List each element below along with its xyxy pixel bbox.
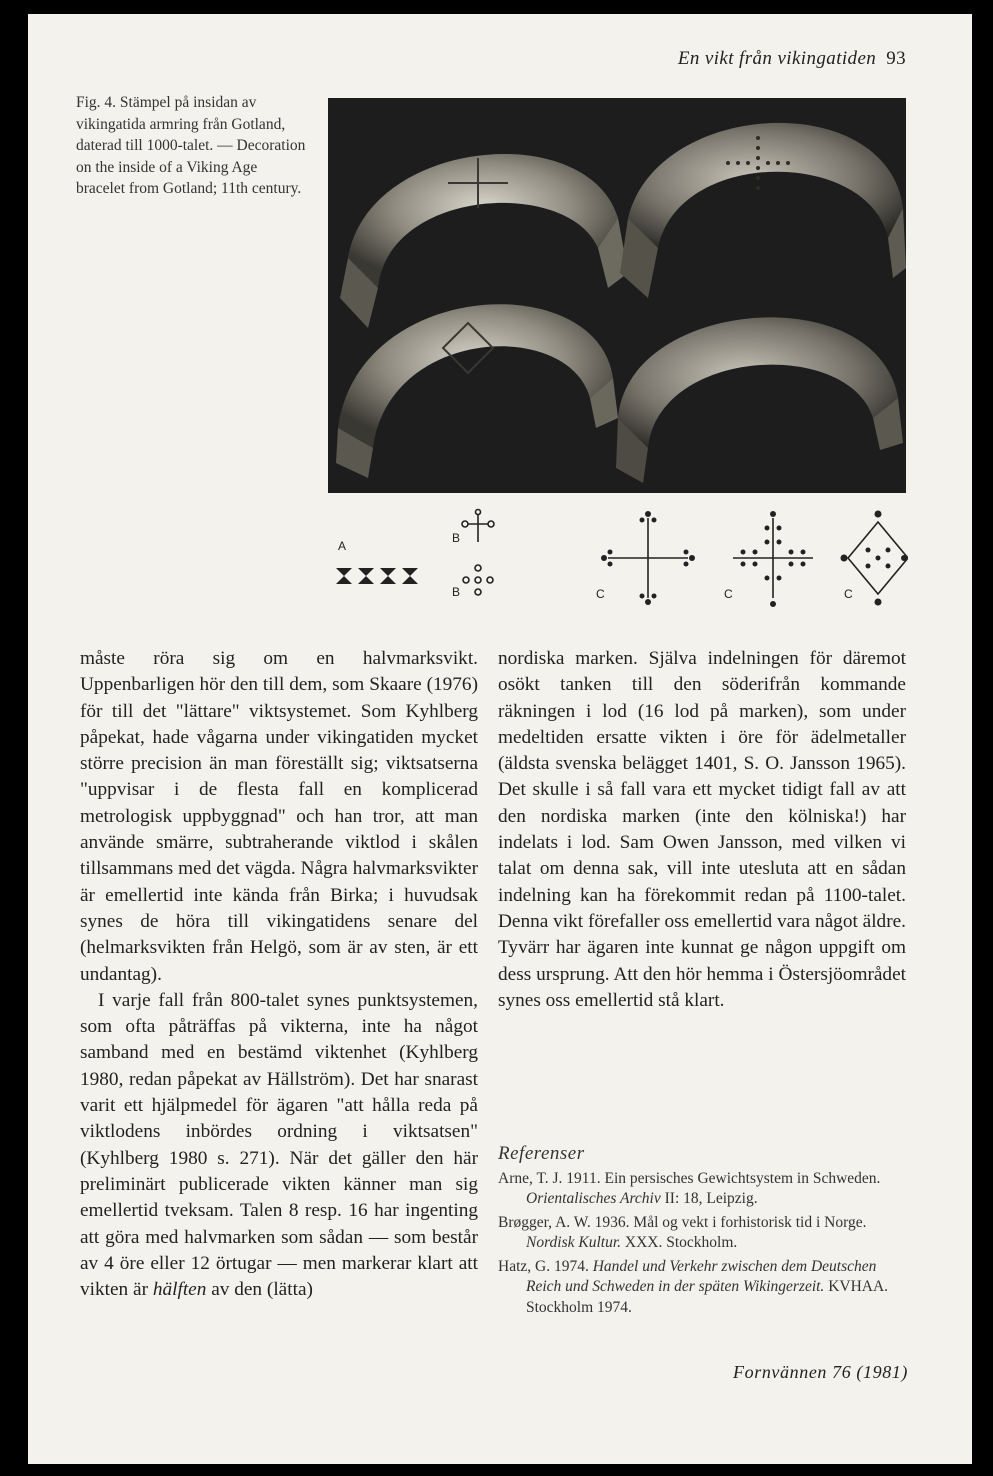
paragraph-tail: av den (lätta) <box>211 1279 313 1301</box>
stamp-label-b2: B <box>452 585 461 599</box>
emphasis: hälften <box>152 1279 207 1301</box>
bracelet-photograph <box>328 98 906 493</box>
reference-item <box>498 1169 908 1210</box>
journal-page <box>28 14 972 1464</box>
ref-rest: II: 18, Leipzig. <box>664 1190 758 1207</box>
reference-item <box>498 1257 908 1319</box>
stamp-label-c3: C <box>844 587 853 601</box>
cross-stamp-c2 <box>733 511 813 607</box>
journal-footer: Fornvännen 76 (1981) <box>733 1362 908 1382</box>
stamp-label-a: A <box>338 539 347 553</box>
stamp-label-c1: C <box>596 587 605 601</box>
ref-authors: Brøgger, A. W. 1936. Mål og vekt i forhistorisk tid i Norge. <box>498 1213 867 1231</box>
body-column-right <box>498 646 906 1014</box>
stamp-label-b1: B <box>452 531 461 545</box>
figure-caption: Fig. 4. Stämpel på insidan av vikingatida armring från Gotland, daterad till 1000-talet. — Decoration on the inside of a Viking Age bracelet from Gotland; 11th century. <box>76 94 306 197</box>
running-head <box>678 48 906 70</box>
paragraph <box>80 988 478 1304</box>
cross-stamp-c1 <box>601 511 695 605</box>
page-number: 93 <box>886 48 906 69</box>
ref-journal: Handel und Verkehr zwischen dem Deutschen Reich und Schweden in der späten Wikingerzeit. <box>526 1257 877 1295</box>
dot-cross-b2 <box>463 565 493 595</box>
ref-authors: Hatz, G. 1974. <box>498 1257 589 1275</box>
references-section <box>498 1144 908 1321</box>
stamp-drawings <box>328 506 908 616</box>
bracelet-photo-illustration <box>328 98 906 493</box>
ref-rest: KVHAA. Stockholm 1974. <box>526 1278 889 1316</box>
stamp-drawings-svg <box>328 506 908 616</box>
dot-cross-b1 <box>462 510 494 543</box>
running-head-title: En vikt från vikingatiden <box>677 48 877 69</box>
paragraph: måste röra sig om en halvmarksvikt. Uppenbarligen hör den till dem, som Skaare (1976) för till det "lättare" viktsystemet. Som Kyhlberg påpekat, hade vågarna under vikingatiden mycket större precision än man föreställt sig; viktsatserna "uppvisar i de flesta fall en komplicerad metrologisk uppbyggnad" och han tror, att man använde smärre, subtraherande viktlod i skålen tillsammans med det vägda. Några halvmarksvikter är emellertid inte kända från Birka; i huvudsak synes de höra till vikingatidens senare del (helmarksvikten från Helgö, som är av sten, är ett undantag). <box>80 648 478 985</box>
ornament-a-group <box>336 568 418 584</box>
reference-item <box>498 1213 908 1254</box>
body-column-left <box>80 646 478 1303</box>
ref-journal: Orientalisches Archiv <box>526 1190 661 1207</box>
paragraph: nordiska marken. Själva indelningen för däremot osökt tanken till den söderifrån kommande räkningen i lod (16 lod på marken), som under medeltiden ersatte vikten i öre för ädelmetaller (äldsta svenska belägget 1401, S. O. Jansson 1965). Det skulle i så fall vara ett mycket tidigt fall av att den nordiska marken (inte den kölniska!) har indelats i lod. Sam Owen Jansson, med vilken vi talat om denna sak, vill inte utesluta att en sådan indelning kan ha förekommit redan på 1100-talet. Denna vikt förefaller oss emellertid vara något äldre. Tyvärr har ägaren inte kunnat ge någon uppgift om dess ursprung. Att den hör hemma i Östersjöområdet synes oss emellertid stå klart. <box>498 648 906 1011</box>
ref-journal: Nordisk Kultur. <box>526 1234 622 1251</box>
ref-rest: XXX. Stockholm. <box>624 1234 738 1251</box>
paragraph-text: I varje fall från 800-talet synes punktsystemen, som ofta påträffas på vikterna, inte ha något samband med en bestämd viktenhet (Kyhlberg 1980, redan påpekat av Hällström). Det har snarast varit ett hjälpmedel för ägaren "att hålla reda på viktlodens inbördes ordning i viktsatsen" (Kyhlberg 1980 s. 271). När det gäller den här preliminärt publicerade vikten känner man sig emellertid tveksam. Talen 8 resp. 16 har ingenting att göra med halvmarken som sådan — som består av 4 öre eller 12 örtugar — men markerar klart att vikten är <box>80 989 478 1301</box>
references-heading: Referenser <box>498 1143 585 1164</box>
stamp-label-c2: C <box>724 587 733 601</box>
ref-authors: Arne, T. J. 1911. Ein persisches Gewichtsystem in Schweden. <box>498 1169 881 1187</box>
